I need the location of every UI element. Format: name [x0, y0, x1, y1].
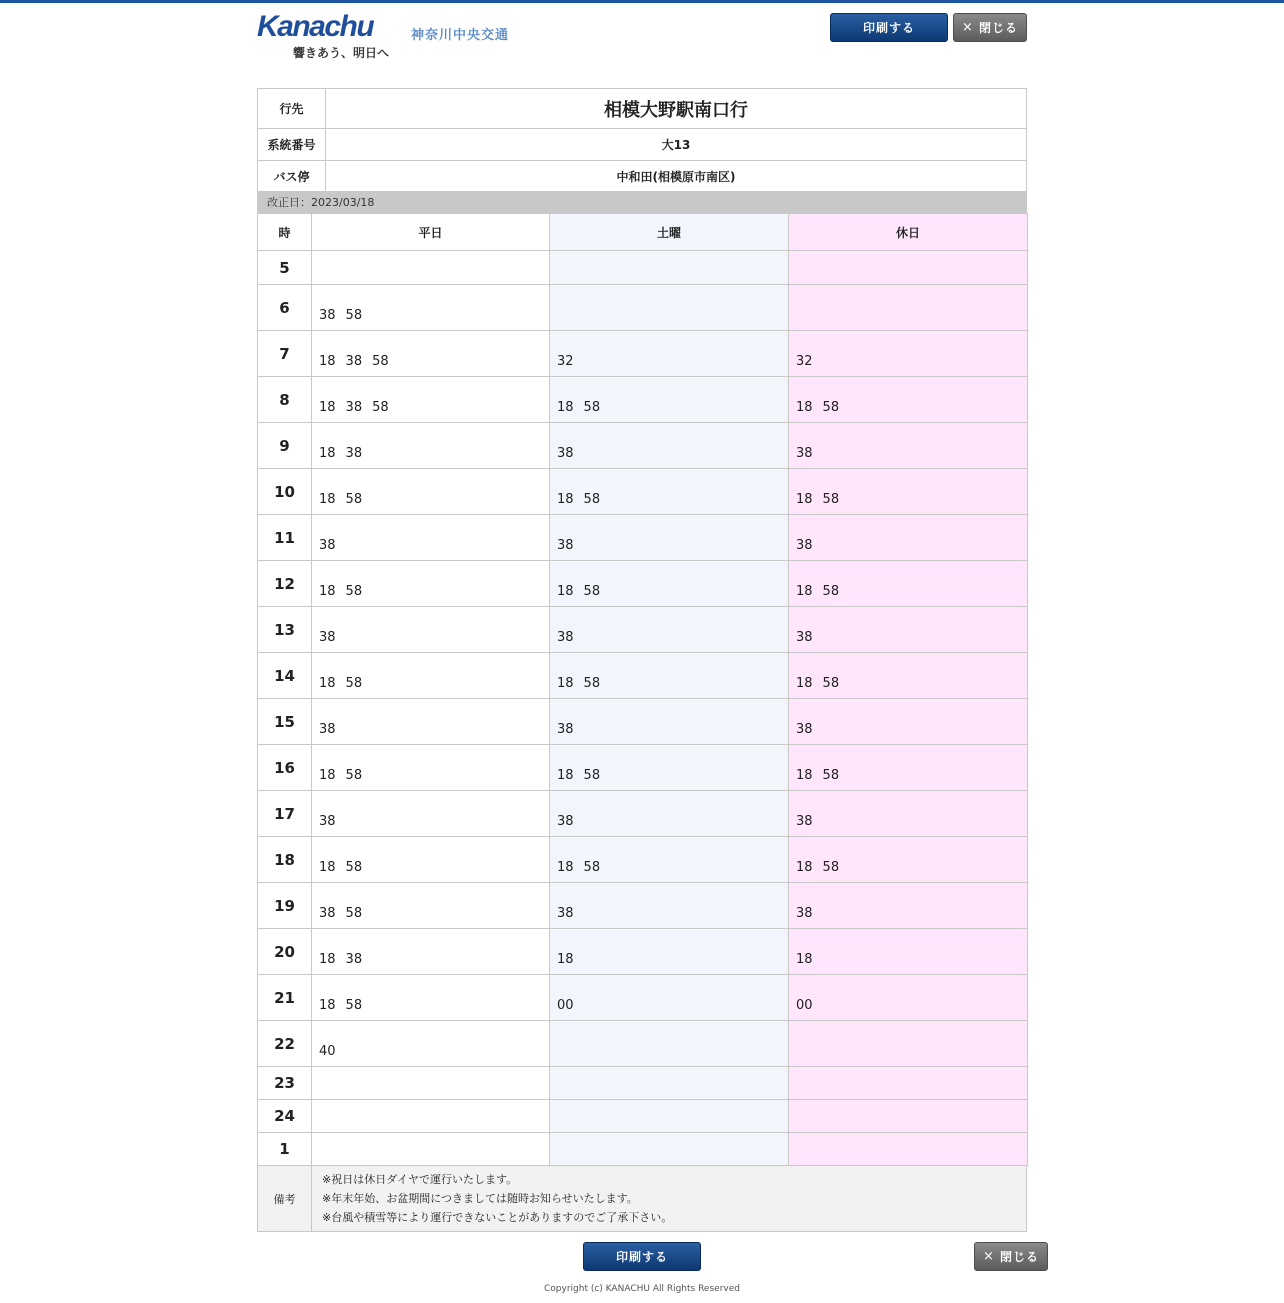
departure-minute: 38: [796, 538, 813, 553]
departure-minute: 00: [796, 998, 813, 1013]
weekday-minutes-cell: [312, 745, 550, 791]
departure-minute: 58: [583, 768, 601, 783]
weekday-minutes-cell: [312, 561, 550, 607]
timetable-row: [258, 975, 1028, 1021]
weekday-column-header: 平日: [312, 214, 550, 251]
weekday-minutes-cell: [312, 423, 550, 469]
timetable-row: [258, 285, 1028, 331]
departure-minute: 38: [345, 354, 363, 369]
timetable-row: [258, 469, 1028, 515]
departure-minute: 18: [796, 400, 813, 415]
hour-cell: 24: [258, 1100, 312, 1133]
weekday-minutes-cell: [312, 791, 550, 837]
departure-minute: 58: [345, 492, 363, 507]
saturday-minutes-cell: [550, 607, 789, 653]
holiday-minutes-cell: [789, 561, 1028, 607]
weekday-minutes-cell: [312, 653, 550, 699]
weekday-minutes-cell: [312, 331, 550, 377]
saturday-minutes-cell: [550, 1067, 789, 1100]
timetable-row: [258, 653, 1028, 699]
departure-minute: 58: [345, 308, 363, 323]
weekday-minutes-cell: [312, 515, 550, 561]
departure-minute: 58: [345, 768, 363, 783]
saturday-minutes-cell: [550, 331, 789, 377]
departure-minute: 18: [796, 952, 813, 967]
timetable-row: [258, 1133, 1028, 1166]
departure-minute: 58: [822, 584, 840, 599]
route-number-label: 系統番号: [258, 129, 326, 161]
timetable-body: [258, 251, 1028, 1166]
close-button-bottom[interactable]: [974, 1242, 1048, 1271]
hour-cell: 11: [258, 515, 312, 561]
holiday-minutes-cell: [789, 1100, 1028, 1133]
timetable-row: [258, 251, 1028, 285]
weekday-minutes-cell: [312, 1100, 550, 1133]
departure-minute: 58: [345, 584, 363, 599]
departure-minute: 38: [557, 538, 574, 553]
departure-minute: 38: [345, 446, 363, 461]
close-button-label: 閉じる: [978, 21, 1018, 35]
timetable-row: [258, 1067, 1028, 1100]
departure-minute: 38: [319, 814, 336, 829]
close-button-label: 閉じる: [999, 1250, 1039, 1264]
departure-minute: 38: [557, 446, 574, 461]
destination-value: 相模大野駅南口行: [326, 89, 1027, 129]
departure-minute: 38: [796, 630, 813, 645]
notes-label: 備考: [258, 1166, 312, 1232]
holiday-minutes-cell: [789, 1021, 1028, 1067]
saturday-minutes-cell: [550, 1021, 789, 1067]
departure-minute: 18: [319, 584, 336, 599]
departure-minute: 58: [372, 400, 389, 415]
departure-minute: 38: [345, 400, 363, 415]
revision-date: 改正日：2023/03/18: [257, 191, 1027, 213]
timetable-row: [258, 837, 1028, 883]
weekday-minutes-cell: [312, 837, 550, 883]
timetable-row: [258, 607, 1028, 653]
holiday-minutes-cell: [789, 1067, 1028, 1100]
holiday-minutes-cell: [789, 699, 1028, 745]
timetable-row: [258, 1021, 1028, 1067]
bus-stop-value: 中和田(相模原市南区): [326, 161, 1027, 192]
weekday-minutes-cell: [312, 975, 550, 1021]
saturday-column-header: 土曜: [550, 214, 789, 251]
holiday-minutes-cell: [789, 607, 1028, 653]
notes-table: [257, 1165, 1027, 1232]
timetable-row: [258, 377, 1028, 423]
hour-cell: 19: [258, 883, 312, 929]
close-icon: ×: [983, 1249, 995, 1264]
departure-minute: 38: [319, 538, 336, 553]
timetable-row: [258, 423, 1028, 469]
departure-minute: 18: [557, 860, 574, 875]
departure-minute: 32: [557, 354, 574, 369]
timetable-row: [258, 745, 1028, 791]
timetable-row: [258, 699, 1028, 745]
departure-minute: 38: [796, 814, 813, 829]
weekday-minutes-cell: [312, 469, 550, 515]
hour-cell: 8: [258, 377, 312, 423]
hour-cell: 14: [258, 653, 312, 699]
hour-column-header: 時: [258, 214, 312, 251]
kanachu-logo: [257, 12, 537, 62]
departure-minute: 18: [796, 492, 813, 507]
departure-minute: 38: [796, 906, 813, 921]
departure-minute: 40: [319, 1044, 336, 1059]
saturday-minutes-cell: [550, 1133, 789, 1166]
holiday-minutes-cell: [789, 1133, 1028, 1166]
hour-cell: 15: [258, 699, 312, 745]
saturday-minutes-cell: [550, 883, 789, 929]
departure-minute: 38: [319, 630, 336, 645]
holiday-minutes-cell: [789, 653, 1028, 699]
logo-slogan: 響きあう、明日へ: [293, 46, 390, 60]
weekday-minutes-cell: [312, 1067, 550, 1100]
weekday-minutes-cell: [312, 1021, 550, 1067]
holiday-minutes-cell: [789, 469, 1028, 515]
departure-minute: 18: [319, 676, 336, 691]
route-info-table: [257, 88, 1027, 192]
top-accent-bar: [0, 0, 1284, 3]
hour-cell: 16: [258, 745, 312, 791]
weekday-minutes-cell: [312, 699, 550, 745]
hour-cell: 23: [258, 1067, 312, 1100]
departure-minute: 38: [319, 722, 336, 737]
departure-minute: 58: [372, 354, 389, 369]
hour-cell: 17: [258, 791, 312, 837]
saturday-minutes-cell: [550, 561, 789, 607]
saturday-minutes-cell: [550, 285, 789, 331]
departure-minute: 58: [345, 906, 363, 921]
departure-minute: 58: [583, 584, 601, 599]
saturday-minutes-cell: [550, 251, 789, 285]
saturday-minutes-cell: [550, 745, 789, 791]
departure-minute: 18: [796, 676, 813, 691]
weekday-minutes-cell: [312, 1133, 550, 1166]
departure-minute: 18: [557, 768, 574, 783]
timetable-row: [258, 515, 1028, 561]
departure-minute: 58: [583, 676, 601, 691]
hour-cell: 21: [258, 975, 312, 1021]
holiday-minutes-cell: [789, 975, 1028, 1021]
departure-minute: 18: [557, 492, 574, 507]
departure-minute: 38: [557, 722, 574, 737]
hour-cell: 12: [258, 561, 312, 607]
weekday-minutes-cell: [312, 251, 550, 285]
departure-minute: 32: [796, 354, 813, 369]
departure-minute: 38: [319, 308, 336, 323]
hour-cell: 1: [258, 1133, 312, 1166]
departure-minute: 18: [557, 584, 574, 599]
departure-minute: 18: [557, 952, 574, 967]
departure-minute: 58: [822, 768, 840, 783]
print-button-label: 印刷する: [615, 1250, 668, 1264]
hour-cell: 10: [258, 469, 312, 515]
departure-minute: 38: [796, 446, 813, 461]
saturday-minutes-cell: [550, 377, 789, 423]
print-button-bottom[interactable]: [583, 1242, 701, 1271]
departure-minute: 58: [583, 400, 601, 415]
logo-company-name: 神奈川中央交通: [411, 28, 510, 43]
departure-minute: 18: [557, 676, 574, 691]
saturday-minutes-cell: [550, 653, 789, 699]
timetable-row: [258, 929, 1028, 975]
timetable: [257, 213, 1028, 1166]
holiday-minutes-cell: [789, 515, 1028, 561]
hour-cell: 13: [258, 607, 312, 653]
hour-cell: 18: [258, 837, 312, 883]
departure-minute: 38: [557, 814, 574, 829]
departure-minute: 18: [796, 768, 813, 783]
timetable-row: [258, 561, 1028, 607]
hour-cell: 7: [258, 331, 312, 377]
timetable-row: [258, 1100, 1028, 1133]
holiday-minutes-cell: [789, 285, 1028, 331]
holiday-minutes-cell: [789, 837, 1028, 883]
bus-stop-label: バス停: [258, 161, 326, 192]
close-button-top[interactable]: [953, 13, 1027, 42]
departure-minute: 58: [822, 400, 840, 415]
departure-minute: 58: [822, 492, 840, 507]
saturday-minutes-cell: [550, 791, 789, 837]
notes-text: [312, 1166, 1027, 1232]
saturday-minutes-cell: [550, 929, 789, 975]
saturday-minutes-cell: [550, 423, 789, 469]
holiday-minutes-cell: [789, 251, 1028, 285]
timetable-row: [258, 791, 1028, 837]
departure-minute: 38: [796, 722, 813, 737]
copyright: Copyright (c) KANACHU All Rights Reserved: [544, 1284, 740, 1294]
hour-cell: 6: [258, 285, 312, 331]
saturday-minutes-cell: [550, 1100, 789, 1133]
destination-label: 行先: [258, 89, 326, 129]
departure-minute: 58: [345, 860, 363, 875]
departure-minute: 38: [557, 906, 574, 921]
departure-minute: 18: [319, 492, 336, 507]
departure-minute: 58: [583, 492, 601, 507]
departure-minute: 58: [345, 998, 363, 1013]
departure-minute: 18: [319, 860, 336, 875]
timetable-row: [258, 331, 1028, 377]
hour-cell: 9: [258, 423, 312, 469]
note-line: ※年末年始、お盆期間につきましては随時お知らせいたします。: [322, 1192, 638, 1205]
departure-minute: 18: [319, 354, 336, 369]
departure-minute: 58: [583, 860, 601, 875]
departure-minute: 18: [319, 952, 336, 967]
saturday-minutes-cell: [550, 699, 789, 745]
departure-minute: 58: [822, 860, 840, 875]
weekday-minutes-cell: [312, 377, 550, 423]
departure-minute: 38: [557, 630, 574, 645]
timetable-row: [258, 883, 1028, 929]
holiday-minutes-cell: [789, 423, 1028, 469]
weekday-minutes-cell: [312, 285, 550, 331]
holiday-minutes-cell: [789, 745, 1028, 791]
holiday-minutes-cell: [789, 883, 1028, 929]
departure-minute: 18: [796, 584, 813, 599]
weekday-minutes-cell: [312, 929, 550, 975]
departure-minute: 00: [557, 998, 574, 1013]
departure-minute: 18: [319, 400, 336, 415]
departure-minute: 58: [822, 676, 840, 691]
saturday-minutes-cell: [550, 515, 789, 561]
hour-cell: 20: [258, 929, 312, 975]
saturday-minutes-cell: [550, 469, 789, 515]
holiday-minutes-cell: [789, 331, 1028, 377]
holiday-minutes-cell: [789, 791, 1028, 837]
note-line: ※祝日は休日ダイヤで運行いたします。: [322, 1173, 518, 1186]
saturday-minutes-cell: [550, 837, 789, 883]
weekday-minutes-cell: [312, 607, 550, 653]
departure-minute: 18: [796, 860, 813, 875]
print-button-label: 印刷する: [862, 21, 915, 35]
holiday-minutes-cell: [789, 929, 1028, 975]
departure-minute: 58: [345, 676, 363, 691]
departure-minute: 38: [319, 906, 336, 921]
holiday-column-header: 休日: [789, 214, 1028, 251]
logo-wordmark: Kanachu: [257, 10, 374, 43]
departure-minute: 38: [345, 952, 363, 967]
weekday-minutes-cell: [312, 883, 550, 929]
departure-minute: 18: [319, 998, 336, 1013]
close-icon: ×: [962, 20, 974, 35]
departure-minute: 18: [319, 446, 336, 461]
departure-minute: 18: [319, 768, 336, 783]
route-number-value: 大13: [326, 129, 1027, 161]
departure-minute: 18: [557, 400, 574, 415]
hour-cell: 5: [258, 251, 312, 285]
note-line: ※台風や積雪等により運行できないことがありますのでご了承下さい。: [322, 1211, 673, 1224]
print-button-top[interactable]: [830, 13, 948, 42]
holiday-minutes-cell: [789, 377, 1028, 423]
hour-cell: 22: [258, 1021, 312, 1067]
saturday-minutes-cell: [550, 975, 789, 1021]
